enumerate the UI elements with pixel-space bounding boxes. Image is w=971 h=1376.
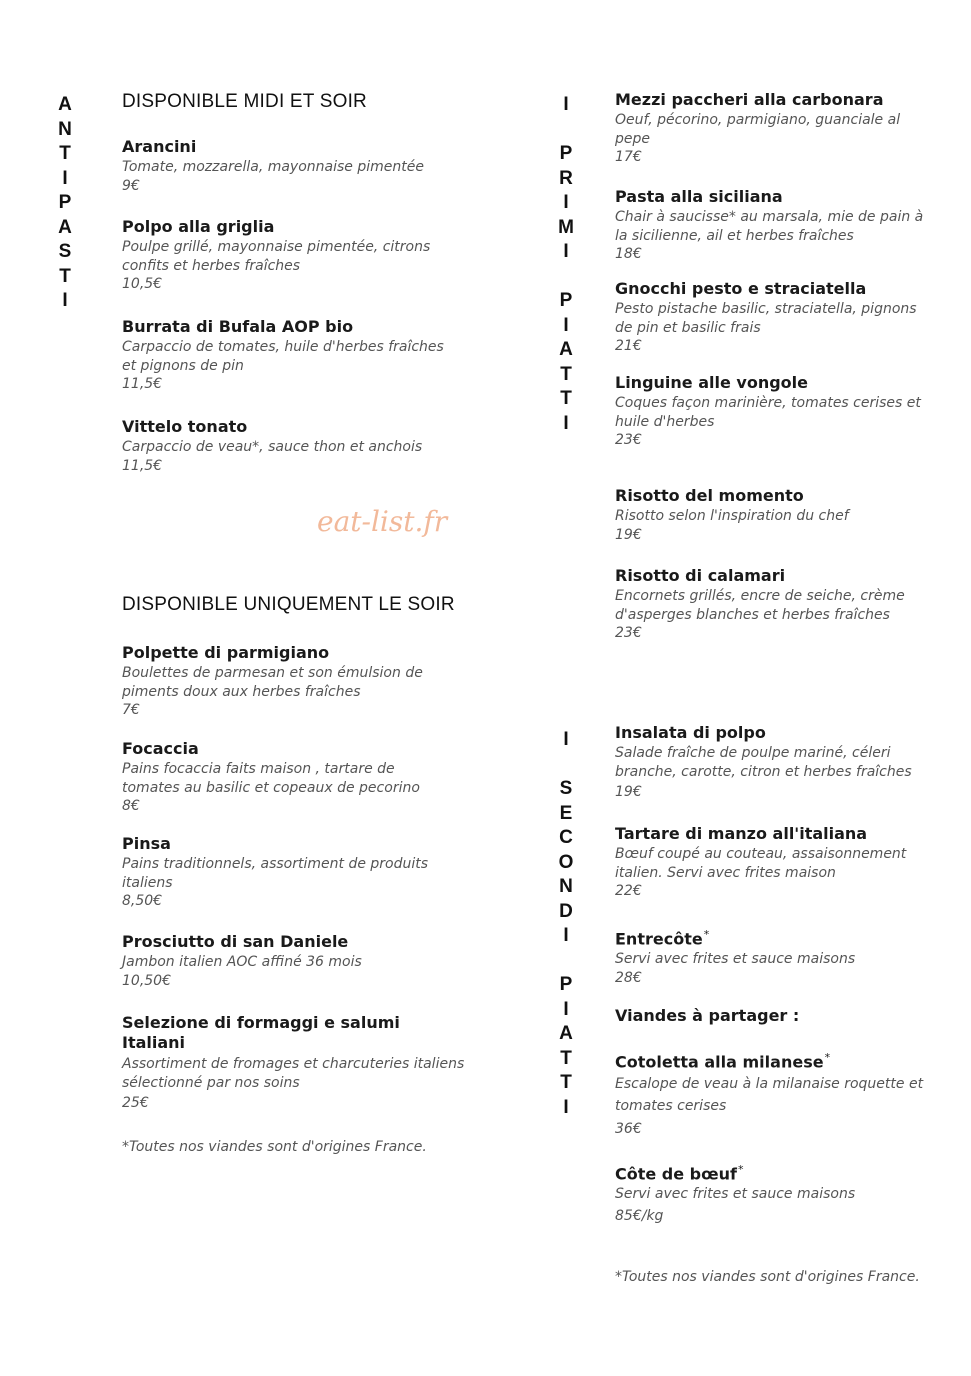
primi-letter: T (560, 388, 572, 409)
menu-item-vittelo: Vittelo tonato Carpaccio de veau*, sauce thon et anchois 11,5€ (122, 417, 423, 474)
secondi-letter: T (560, 1072, 572, 1093)
menu-item-focaccia: Focaccia Pains focaccia faits maison , tartare de tomates au basilic et copeaux de pecorino 8€ (122, 739, 420, 814)
menu-item-linguine: Linguine alle vongole Coques façon marinière, tomates cerises et huile d'herbes 23€ (615, 373, 921, 448)
secondi-letter: S (559, 778, 573, 799)
primi-letter: I (563, 241, 569, 262)
secondi-letter: D (559, 900, 573, 922)
section-heading-midi-soir: DISPONIBLE MIDI ET SOIR (122, 91, 367, 112)
antipasti-letter: T (59, 265, 71, 287)
secondi-letter: P (559, 974, 573, 995)
menu-item-pinsa: Pinsa Pains traditionnels, assortiment de produits italiens 8,50€ (122, 834, 429, 909)
secondi-word-gap (551, 949, 581, 974)
menu-item-burrata: Burrata di Bufala AOP bio Carpaccio de tomates, huile d'herbes fraîches et pignons de pin 11,5€ (122, 317, 444, 392)
menu-item-arancini: Arancini Tomate, mozzarella, mayonnaise pimentée 9€ (122, 137, 424, 194)
primi-word-gap (551, 265, 581, 290)
antipasti-letter: P (58, 192, 72, 213)
primi-letter: M (558, 216, 574, 238)
section-heading-soir: DISPONIBLE UNIQUEMENT LE SOIR (122, 594, 455, 615)
secondi-letter: I (563, 998, 569, 1020)
antipasti-letter: I (62, 167, 68, 189)
antipasti-letter: N (58, 118, 72, 140)
antipasti-letter: I (62, 290, 68, 311)
menu-item-selezione: Selezione di formaggi e salumi Italiani Assortiment de fromages et charcuteries italiens sélectionné par nos soins 25€ (122, 1013, 465, 1111)
antipasti-letter: S (58, 241, 72, 262)
primi-word-gap (551, 118, 581, 143)
secondi-letter: T (560, 1047, 572, 1069)
primi-letter: I (563, 314, 569, 336)
primi-letter: P (559, 143, 573, 164)
menu-item-polpo: Polpo alla griglia Poulpe grillé, mayonnaise pimentée, citrons confits et herbes fraîches 10,5€ (122, 217, 431, 292)
secondi-letter: A (559, 1023, 573, 1044)
primi-letter: I (563, 412, 569, 434)
menu-item-siciliana: Pasta alla siciliana Chair à saucisse* au marsala, mie de pain à la sicilienne, ail et herbes fraîches 18€ (615, 187, 924, 262)
primi-letter: A (559, 339, 573, 360)
antipasti-letter: A (58, 216, 72, 238)
footnote-right: *Toutes nos viandes sont d'origines France. (615, 1269, 920, 1285)
antipasti-letter: T (59, 143, 71, 164)
menu-item-cotoletta: Cotoletta alla milanese* Escalope de veau à la milanaise roquette et tomates cerises 36€ (615, 1051, 924, 1138)
secondi-letter: I (563, 729, 569, 750)
footnote-left: *Toutes nos viandes sont d'origines France. (122, 1139, 427, 1155)
secondi-piatti-vertical-label (551, 728, 581, 1120)
menu-item-cote-boeuf: Côte de bœuf* Servi avec frites et sauce maisons 85€/kg (615, 1163, 856, 1224)
secondi-letter: N (559, 876, 573, 897)
sharing-heading: Viandes à partager : (615, 1006, 800, 1025)
primi-piatti-vertical-label (551, 93, 581, 436)
secondi-letter: C (559, 827, 573, 848)
menu-item-tartare: Tartare di manzo all'italiana Bœuf coupé au couteau, assaisonnement italien. Servi avec frites maison 22€ (615, 824, 907, 899)
primi-letter: P (559, 290, 573, 311)
antipasti-vertical-label (50, 93, 80, 314)
secondi-letter: O (558, 851, 574, 873)
menu-item-risotto-calamari: Risotto di calamari Encornets grillés, encre de seiche, crème d'asperges blanches et herbes fraîches 23€ (615, 566, 905, 641)
menu-item-gnocchi: Gnocchi pesto e straciatella Pesto pistache basilic, straciatella, pignons de pin et basilic frais 21€ (615, 279, 917, 354)
secondi-letter: I (563, 1096, 569, 1118)
primi-letter: I (563, 94, 569, 115)
menu-item-carbonara: Mezzi paccheri alla carbonara Oeuf, pécorino, parmigiano, guanciale al pepe 17€ (615, 90, 901, 165)
menu-item-prosciutto: Prosciutto di san Daniele Jambon italien AOC affiné 36 mois 10,50€ (122, 932, 362, 989)
secondi-letter: I (563, 925, 569, 946)
secondi-word-gap (551, 753, 581, 778)
secondi-letter: E (559, 802, 573, 824)
primi-letter: T (560, 363, 572, 385)
primi-letter: R (559, 167, 573, 189)
menu-item-risotto-momento: Risotto del momento Risotto selon l'inspiration du chef 19€ (615, 486, 849, 543)
primi-letter: I (563, 192, 569, 213)
watermark: eat-list.fr (317, 505, 448, 538)
menu-item-entrecote: Entrecôte* Servi avec frites et sauce maisons 28€ (615, 928, 856, 986)
menu-item-polpette: Polpette di parmigiano Boulettes de parmesan et son émulsion de piments doux aux herbes fraîches 7€ (122, 643, 423, 718)
antipasti-letter: A (58, 94, 72, 115)
menu-item-insalata-polpo: Insalata di polpo Salade fraîche de poulpe mariné, céleri branche, carotte, citron et herbes fraîches 19€ (615, 723, 912, 800)
